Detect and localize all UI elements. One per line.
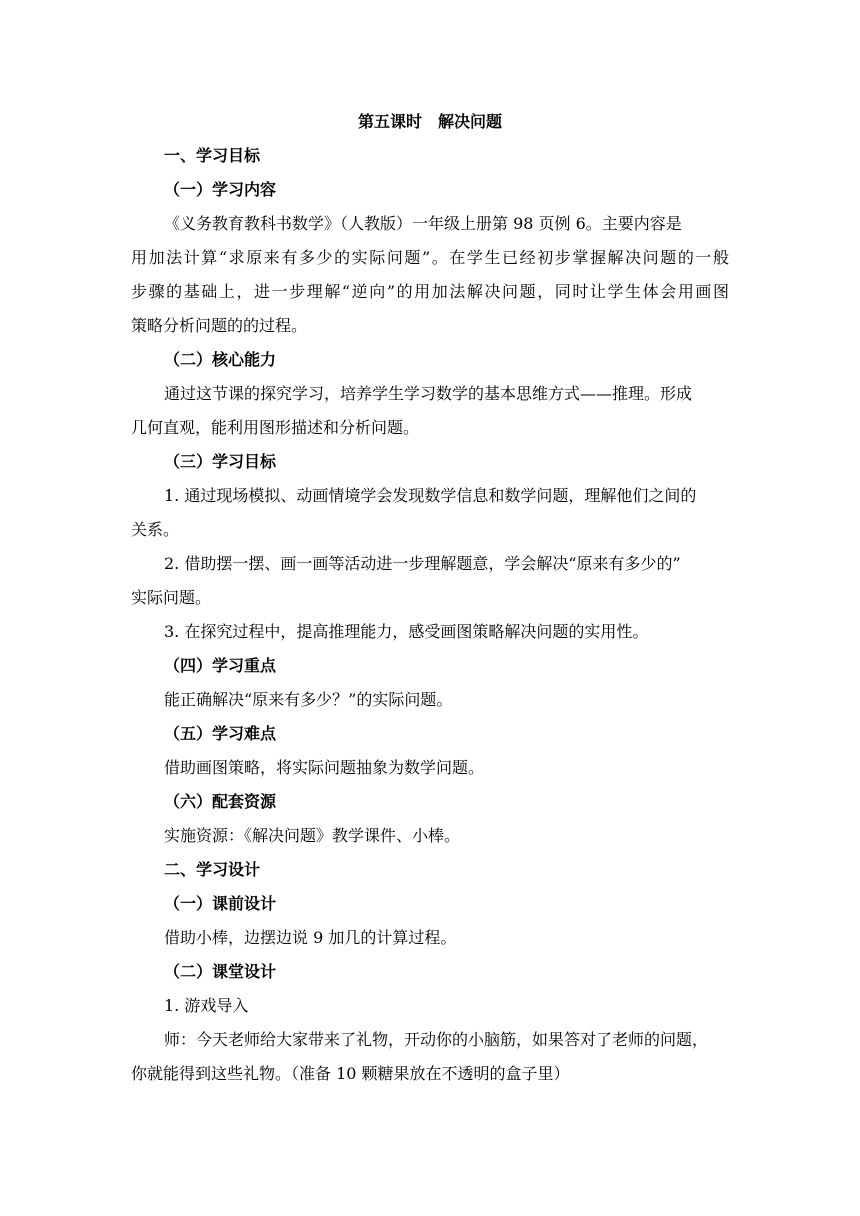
paragraph-line: 实际问题。 <box>131 588 212 607</box>
paragraph-line: 策略分析问题的的过程。 <box>131 316 308 335</box>
subheading-learning-content: （一）学习内容 <box>164 180 277 199</box>
paragraph-line: 实施资源：《解决问题》教学课件、小棒。 <box>164 826 461 845</box>
subheading-key-points: （四）学习重点 <box>164 656 277 675</box>
subheading-core-ability: （二）核心能力 <box>164 350 277 369</box>
paragraph-line: 关系。 <box>131 520 180 539</box>
paragraph-line: 师：今天老师给大家带来了礼物，开动你的小脑筋，如果答对了老师的问题， <box>164 1030 709 1049</box>
paragraph-line: 能正确解决“原来有多少？”的实际问题。 <box>164 690 453 709</box>
paragraph-line: 通过这节课的探究学习，培养学生学习数学的基本思维方式——推理。形成 <box>164 384 693 403</box>
paragraph-line: 《义务教育教科书数学》（人教版）一年级上册第 98 页例 6。主要内容是 <box>164 214 682 233</box>
page-title: 第五课时 解决问题 <box>357 112 502 131</box>
paragraph-line: 用加法计算“求原来有多少的实际问题”。在学生已经初步掌握解决问题的一般 <box>131 248 729 267</box>
paragraph-line: 借助小棒，边摆边说 9 加几的计算过程。 <box>164 928 457 947</box>
paragraph-line: 几何直观，能利用图形描述和分析问题。 <box>131 418 420 437</box>
paragraph-line: 步骤的基础上，进一步理解“逆向”的用加法解决问题，同时让学生体会用画图 <box>131 282 729 301</box>
subheading-learning-goals: （三）学习目标 <box>164 452 277 471</box>
paragraph-line: 1. 游戏导入 <box>164 996 249 1015</box>
subheading-difficulties: （五）学习难点 <box>164 724 277 743</box>
subheading-resources: （六）配套资源 <box>164 792 277 811</box>
subheading-pre-class: （一）课前设计 <box>164 894 277 913</box>
paragraph-line: 借助画图策略，将实际问题抽象为数学问题。 <box>164 758 485 777</box>
section-heading-1: 一、学习目标 <box>164 146 261 165</box>
section-heading-2: 二、学习设计 <box>164 860 261 879</box>
paragraph-line: 3. 在探究过程中，提高推理能力，感受画图策略解决问题的实用性。 <box>164 622 649 641</box>
paragraph-line: 你就能得到这些礼物。（准备 10 颗糖果放在不透明的盒子里） <box>131 1064 570 1083</box>
paragraph-line: 1. 通过现场模拟、动画情境学会发现数学信息和数学问题，理解他们之间的 <box>164 486 697 505</box>
subheading-in-class: （二）课堂设计 <box>164 962 277 981</box>
paragraph-line: 2. 借助摆一摆、画一画等活动进一步理解题意，学会解决“原来有多少的” <box>164 554 681 573</box>
